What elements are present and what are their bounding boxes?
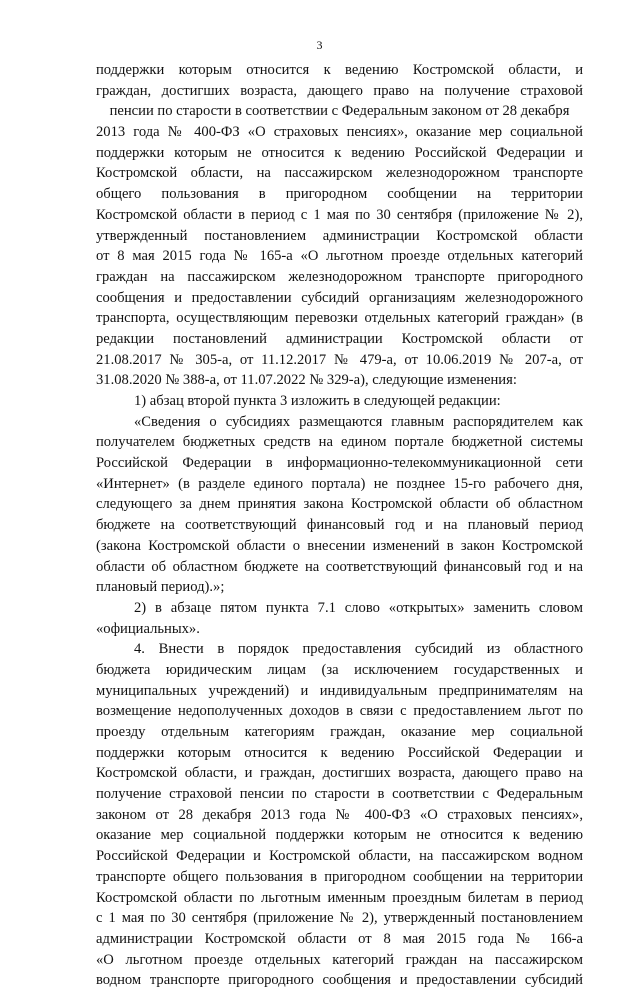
text-line: администрации Костромской области от 8 мая 2015 года № 166-а: [96, 930, 583, 947]
text-line: утвержденный постановлением администрации Костромской области: [96, 227, 583, 244]
text-line: с 1 мая по 30 сентября (приложение № 2), утвержденный постановлением: [96, 910, 583, 927]
text-line: поддержки которым относится к ведению Российской Федерации и: [96, 744, 583, 761]
text-line: возмещение недополученных доходов в связи с предоставлением льгот по: [96, 703, 583, 720]
text-line: поддержки которым относится к ведению Костромской области, и: [96, 62, 583, 78]
text-line: транспорта, осуществляющим перевозки отдельных категорий граждан» (в: [96, 310, 583, 327]
text-line: плановый период).»;: [96, 579, 225, 596]
text-line: Костромской области по льготным именным проездным билетам в период: [96, 889, 583, 906]
text-line: бюджета юридическим лицам (за исключением государственных и: [96, 661, 583, 678]
text-line: области об областном бюджете на соответствующий финансовый год и на: [96, 558, 583, 575]
text-line: граждан, достигших возраста, дающего право на получение страховой: [96, 82, 583, 99]
text-line: 4. Внести в порядок предоставления субсидий из областного: [134, 641, 583, 658]
text-line: получателем бюджетных средств на едином портале бюджетной системы: [96, 434, 583, 451]
text-line: 2013 года № 400-ФЗ «О страховых пенсиях», оказание мер социальной: [96, 124, 583, 141]
text-line: Костромской области в период с 1 мая по 30 сентября (приложение № 2),: [96, 206, 583, 223]
text-line: «Сведения о субсидиях размещаются главным распорядителем как: [134, 413, 583, 430]
text-line: получение страховой пенсии по старости в соответствии с Федеральным: [96, 786, 583, 803]
text-line: Костромской области, и граждан, достигших возраста, дающего право на: [96, 765, 583, 782]
text-line: 2) в абзаце пятом пункта 7.1 слово «открытых» заменить словом: [134, 599, 583, 616]
text-line: водном транспорте пригородного сообщения и предоставлении субсидий: [96, 972, 583, 989]
text-line: (закона Костромской области о внесении изменений в закон Костромской: [96, 537, 583, 554]
text-line: следующего за днем принятия закона Костромской области об областном: [96, 496, 583, 513]
document-body: [96, 60, 583, 991]
text-line: законом от 28 декабря 2013 года № 400-ФЗ «О страховых пенсиях»,: [96, 806, 583, 823]
text-line: бюджете на соответствующий финансовый год и на плановый период: [96, 517, 583, 534]
text-line: Костромской области, на пассажирском железнодорожном транспорте: [96, 165, 583, 182]
text-line: «Интернет» (в разделе единого портала) не позднее 15-го рабочего дня,: [96, 475, 583, 492]
text-line: проезду отдельным категориям граждан, оказание мер социальной: [96, 724, 583, 740]
text-line: редакции постановлений администрации Костромской области от: [96, 330, 583, 347]
text-line: от 8 мая 2015 года № 165-а «О льготном проезде отдельных категорий: [96, 248, 583, 265]
text-line: Российской Федерации и Костромской области, на пассажирском водном: [96, 848, 583, 865]
text-line: 31.08.2020 № 388-а, от 11.07.2022 № 329-а), следующие изменения:: [96, 372, 517, 389]
text-line: общего пользования в пригородном сообщении на территории: [96, 186, 583, 203]
text-line: «официальных».: [96, 620, 200, 637]
text-line: сообщения и предоставлении субсидий организациям железнодорожного: [96, 289, 583, 306]
text-line: граждан на пассажирском железнодорожном транспорте пригородного: [96, 268, 583, 285]
text-line: поддержки которым не относится к ведению Российской Федерации и: [96, 144, 583, 161]
text-line: оказание мер социальной поддержки которым не относится к ведению: [96, 827, 583, 844]
text-line: 21.08.2017 № 305-а, от 11.12.2017 № 479-а, от 10.06.2019 № 207-а, от: [96, 351, 583, 368]
text-line: транспорте общего пользования в пригородном сообщении на территории: [96, 868, 583, 885]
text-line: муниципальных учреждений) и индивидуальным предпринимателям на: [96, 682, 583, 699]
text-line: «О льготном проезде отдельных категорий граждан на пассажирском: [96, 951, 583, 968]
text-line: 1) абзац второй пункта 3 изложить в следующей редакции:: [134, 393, 501, 409]
page-number: 3: [316, 38, 323, 52]
text-line: Российской Федерации в информационно-телекоммуникационной сети: [96, 455, 583, 472]
text-line: пенсии по старости в соответствии с Федеральным законом от 28 декабря: [109, 103, 570, 120]
